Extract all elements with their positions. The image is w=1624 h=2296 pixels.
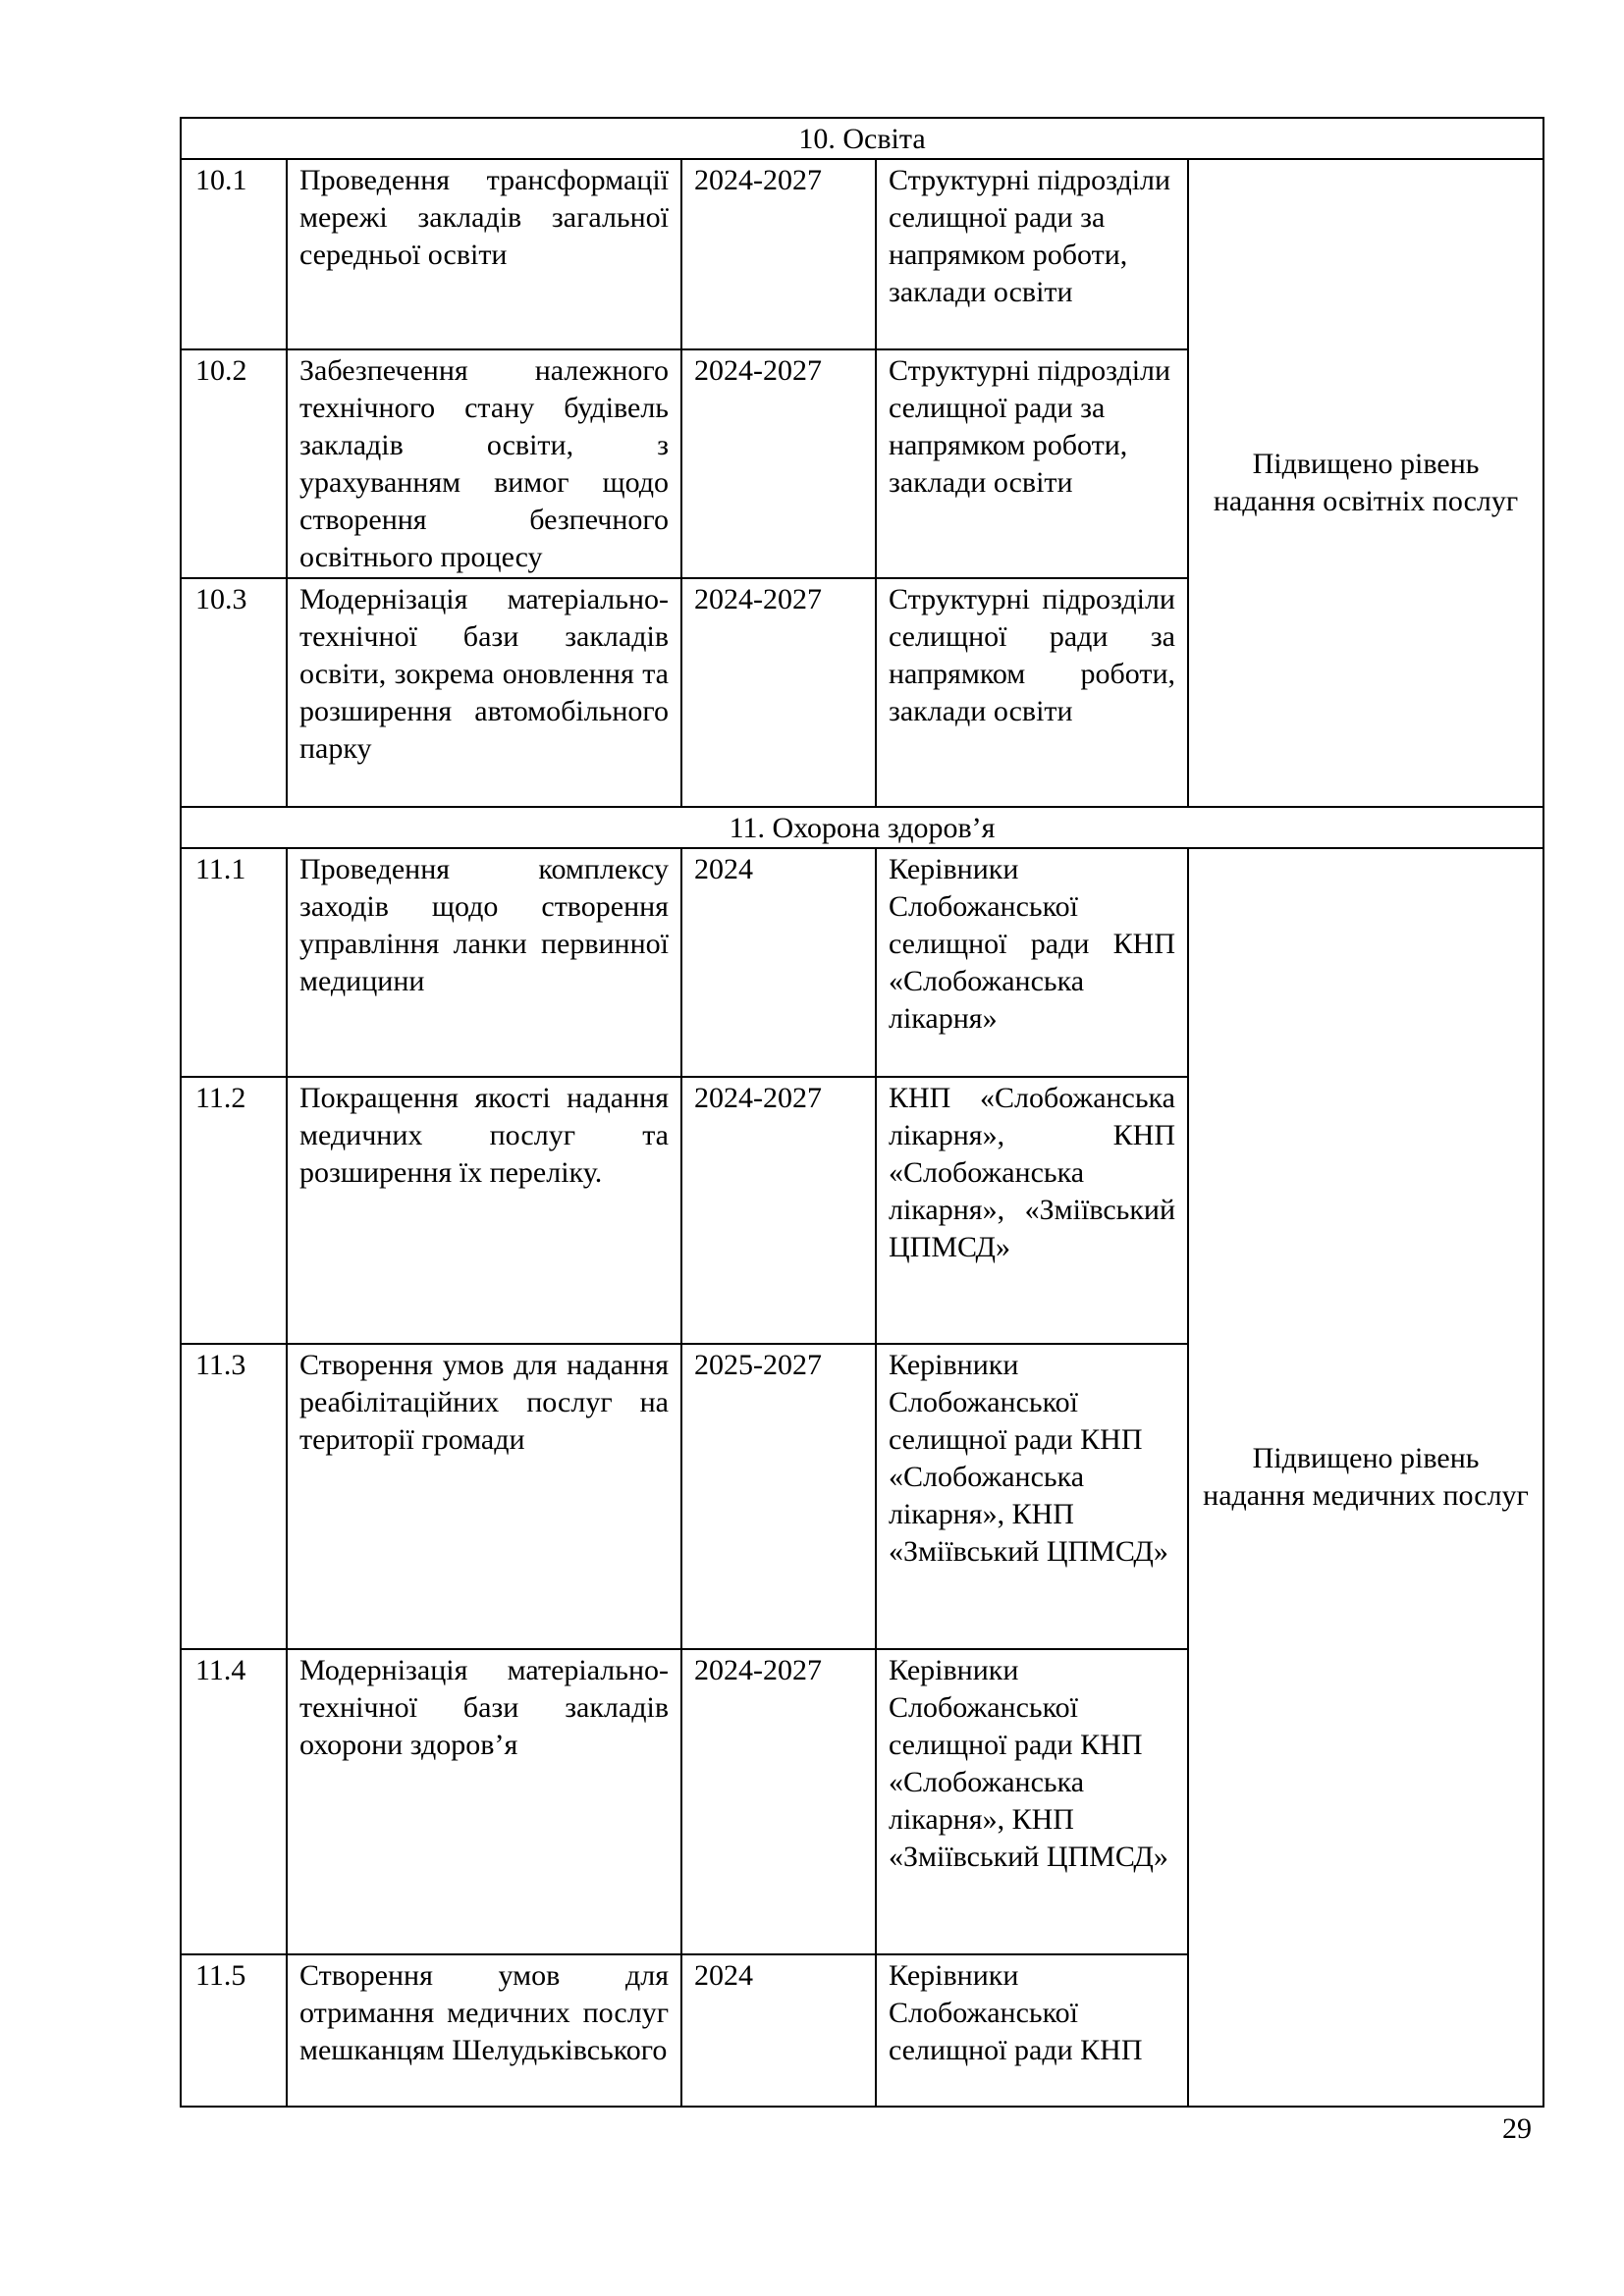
responsible-cell: Керівники Слобожанської селищної ради КНП	[876, 1954, 1188, 2107]
row-number: 11.2	[181, 1077, 287, 1344]
responsible-cell: Структурні підрозділи селищної ради за напрямком роботи, заклади освіти	[876, 349, 1188, 578]
measure-cell: Проведення трансформації мережі закладів загальної середньої освіти	[287, 159, 681, 349]
period-cell: 2024-2027	[681, 159, 876, 349]
section-row	[181, 118, 1543, 159]
measure-cell: Створення умов для надання реабілітаційних послуг на території громади	[287, 1344, 681, 1649]
measure-cell: Модернізація матеріально-технічної бази закладів освіти, зокрема оновлення та розширення автомобільного парку	[287, 578, 681, 807]
section-heading: 11. Охорона здоров’я	[181, 807, 1543, 848]
measure-cell: Модернізація матеріально-технічної бази закладів охорони здоров’я	[287, 1649, 681, 1954]
row-number: 11.5	[181, 1954, 287, 2107]
row-number: 10.3	[181, 578, 287, 807]
row-number: 10.2	[181, 349, 287, 578]
responsible-cell: Структурні підрозділи селищної ради за напрямком роботи, заклади освіти	[876, 578, 1188, 807]
expected-result-cell: Підвищено рівень надання медичних послуг	[1188, 848, 1543, 2107]
section-heading: 10. Освіта	[181, 118, 1543, 159]
period-cell: 2024-2027	[681, 1649, 876, 1954]
period-cell: 2024-2027	[681, 1077, 876, 1344]
row-number: 10.1	[181, 159, 287, 349]
page-number: 29	[1502, 2112, 1532, 2145]
row-number: 11.3	[181, 1344, 287, 1649]
period-cell: 2024	[681, 1954, 876, 2107]
period-cell: 2025-2027	[681, 1344, 876, 1649]
section-row	[181, 807, 1543, 848]
measure-cell: Забезпечення належного технічного стану будівель закладів освіти, з урахуванням вимог щодо створення безпечного освітнього процесу	[287, 349, 681, 578]
period-cell: 2024-2027	[681, 349, 876, 578]
measure-cell: Проведення комплексу заходів щодо створення управління ланки первинної медицини	[287, 848, 681, 1077]
expected-result-cell: Підвищено рівень надання освітніх послуг	[1188, 159, 1543, 807]
plan-table	[180, 117, 1544, 2108]
period-cell: 2024-2027	[681, 578, 876, 807]
table-row	[181, 848, 1543, 1077]
responsible-cell: Керівники Слобожанської селищної ради КНП «Слобожанська лікарня», КНП «Зміївський ЦПМСД»	[876, 1344, 1188, 1649]
period-cell: 2024	[681, 848, 876, 1077]
responsible-cell: Керівники Слобожанської селищної ради КНП «Слобожанська лікарня»	[876, 848, 1188, 1077]
table-row	[181, 159, 1543, 349]
responsible-cell: Керівники Слобожанської селищної ради КНП «Слобожанська лікарня», КНП «Зміївський ЦПМСД»	[876, 1649, 1188, 1954]
responsible-cell: Структурні підрозділи селищної ради за напрямком роботи, заклади освіти	[876, 159, 1188, 349]
responsible-cell: КНП «Слобожанська лікарня», КНП «Слобожанська лікарня», «Зміївський ЦПМСД»	[876, 1077, 1188, 1344]
row-number: 11.4	[181, 1649, 287, 1954]
measure-cell: Покращення якості надання медичних послуг та розширення їх переліку.	[287, 1077, 681, 1344]
row-number: 11.1	[181, 848, 287, 1077]
measure-cell: Створення умов для отримання медичних послуг мешканцям Шелудьківського	[287, 1954, 681, 2107]
